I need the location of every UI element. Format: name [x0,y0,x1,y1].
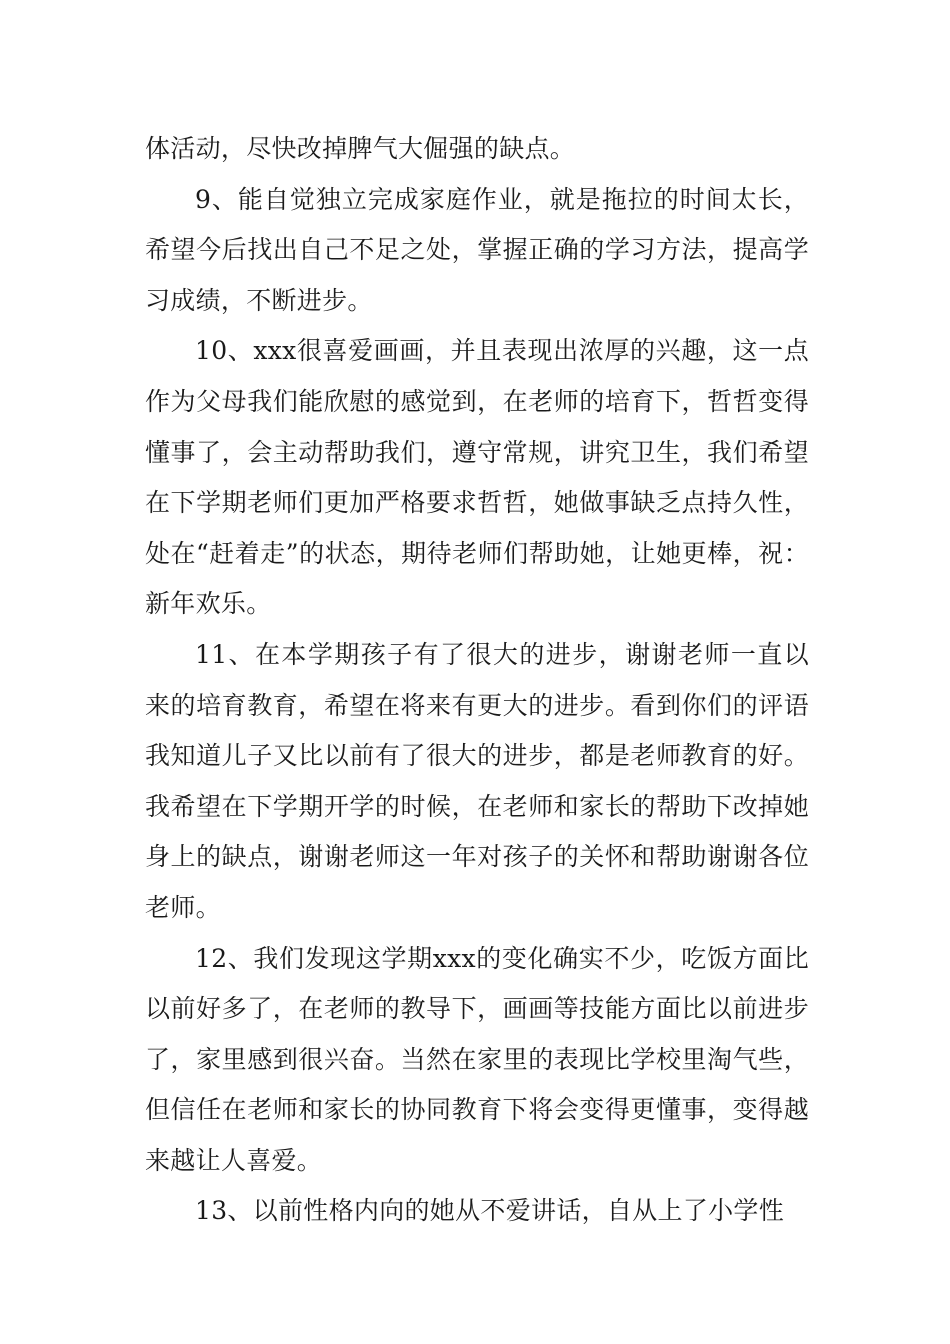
document-body [145,124,809,1237]
paragraph-item-11: 11、在本学期孩子有了很大的进步，谢谢老师一直以来的培育教育，希望在将来有更大的进步。看到你们的评语我知道儿子又比以前有了很大的进步，都是老师教育的好。我希望在下学期开学的时候，在老师和家长的帮助下改掉她身上的缺点，谢谢老师这一年对孩子的关怀和帮助谢谢各位老师。 [145,639,809,922]
paragraph-continuation: 体活动，尽快改掉脾气大倔强的缺点。 [145,134,576,163]
paragraph-item-9: 9、能自觉独立完成家庭作业，就是拖拉的时间太长，希望今后找出自己不足之处，掌握正确的学习方法，提高学习成绩，不断进步。 [145,184,809,315]
paragraph-item-13: 13、以前性格内向的她从不爱讲话，自从上了小学性 [195,1196,785,1226]
paragraph-item-10: 10、xxx很喜爱画画，并且表现出浓厚的兴趣，这一点作为父母我们能欣慰的感觉到，在老师的培育下，哲哲变得懂事了，会主动帮助我们，遵守常规，讲究卫生，我们希望在下学期老师们更加严格要求哲哲，她做事缺乏点持久性，处在“赶着走”的状态，期待老师们帮助她，让她更棒，祝：新年欢乐。 [145,336,809,619]
paragraph-item-12: 12、我们发现这学期xxx的变化确实不少，吃饭方面比以前好多了，在老师的教导下，画画等技能方面比以前进步了，家里感到很兴奋。当然在家里的表现比学校里淘气些，但信任在老师和家长的协同教育下将会变得更懂事，变得越来越让人喜爱。 [145,943,809,1175]
